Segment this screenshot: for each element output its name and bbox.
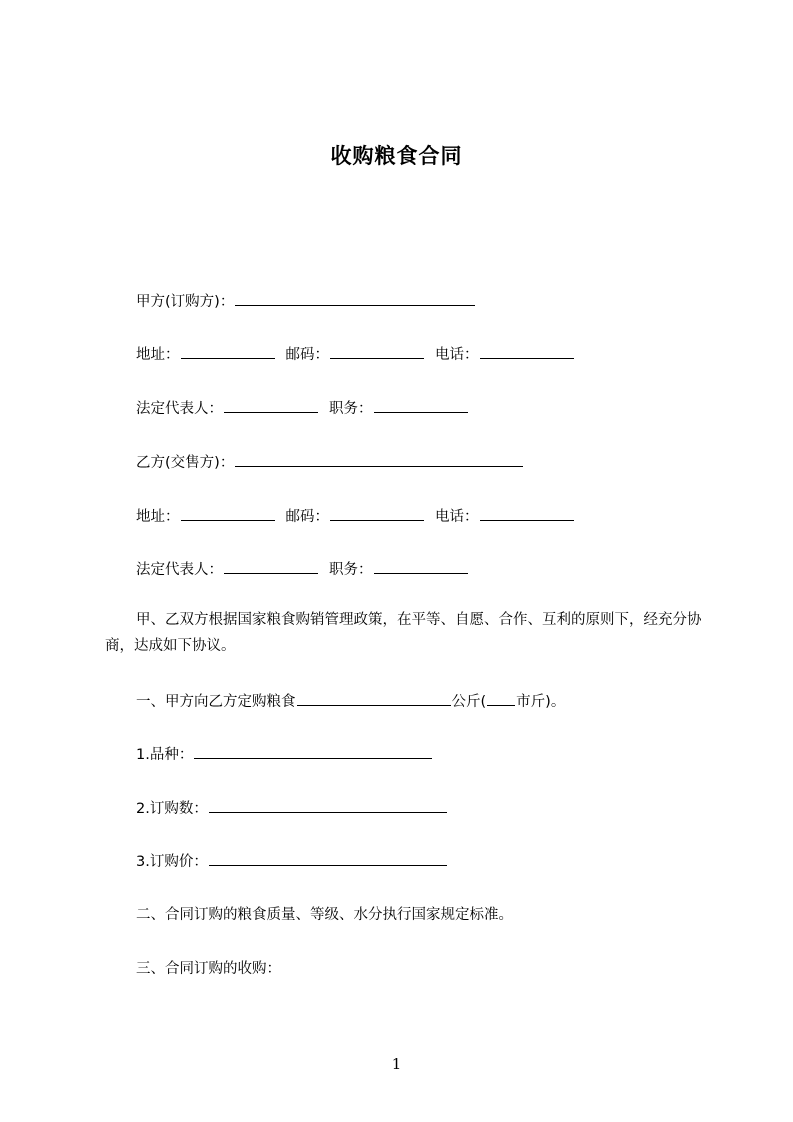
preamble-text: 甲、乙双方根据国家粮食购销管理政策，在平等、自愿、合作、互利的原则下，经充分协商，达成如下协议。	[105, 612, 702, 654]
item-quantity-blank[interactable]	[209, 798, 447, 813]
item-variety-label: 1.品种：	[136, 747, 194, 763]
party-a-position-blank[interactable]	[374, 398, 468, 413]
clause-1-kg-blank[interactable]	[297, 691, 451, 706]
clause-2-line: 二、合同订购的粮食质量、等级、水分执行国家规定标准。	[136, 907, 513, 923]
party-b-legal-rep-label: 法定代表人：	[136, 562, 223, 578]
party-a-postcode-label: 邮码：	[285, 347, 329, 363]
party-a-contact-line	[136, 344, 575, 364]
clause-1-unit-kg: 公斤(	[451, 694, 487, 710]
party-b-postcode-label: 邮码：	[285, 509, 329, 525]
clause-1-unit-jin: 市斤)。	[516, 694, 566, 710]
party-b-position-label: 职务：	[329, 562, 373, 578]
preamble-paragraph	[105, 607, 705, 659]
item-quantity-line	[136, 798, 448, 818]
party-b-name-blank[interactable]	[235, 452, 523, 467]
party-b-position-blank[interactable]	[374, 559, 468, 574]
party-a-legal-rep-label: 法定代表人：	[136, 401, 223, 417]
party-b-legal-rep-blank[interactable]	[224, 559, 318, 574]
party-b-rep-line	[136, 559, 469, 579]
party-b-contact-line	[136, 506, 575, 526]
page-number: 1	[391, 1055, 402, 1073]
party-a-address-blank[interactable]	[181, 344, 275, 359]
party-a-phone-label: 电话：	[435, 347, 479, 363]
party-b-phone-label: 电话：	[435, 509, 479, 525]
clause-1-prefix: 一、甲方向乙方定购粮食	[136, 694, 296, 710]
party-b-label: 乙方(交售方)：	[136, 455, 235, 471]
party-a-name-blank[interactable]	[235, 291, 475, 306]
party-b-postcode-blank[interactable]	[330, 506, 424, 521]
item-quantity-label: 2.订购数：	[136, 801, 208, 817]
clause-1-line	[136, 691, 565, 711]
clause-3-line: 三、合同订购的收购：	[136, 961, 281, 977]
party-b-address-label: 地址：	[136, 509, 180, 525]
party-a-phone-blank[interactable]	[480, 344, 574, 359]
party-a-label: 甲方(订购方)：	[136, 294, 235, 310]
item-variety-line	[136, 744, 433, 764]
party-a-line	[136, 291, 476, 311]
item-price-label: 3.订购价：	[136, 854, 208, 870]
party-b-address-blank[interactable]	[181, 506, 275, 521]
item-price-line	[136, 851, 448, 871]
clause-1-jin-blank[interactable]	[487, 691, 515, 706]
party-b-line	[136, 452, 524, 472]
party-a-address-label: 地址：	[136, 347, 180, 363]
party-a-legal-rep-blank[interactable]	[224, 398, 318, 413]
document-title: 收购粮食合同	[330, 144, 463, 168]
party-a-postcode-blank[interactable]	[330, 344, 424, 359]
party-a-rep-line	[136, 398, 469, 418]
item-price-blank[interactable]	[209, 851, 447, 866]
party-b-phone-blank[interactable]	[480, 506, 574, 521]
item-variety-blank[interactable]	[194, 744, 432, 759]
party-a-position-label: 职务：	[329, 401, 373, 417]
